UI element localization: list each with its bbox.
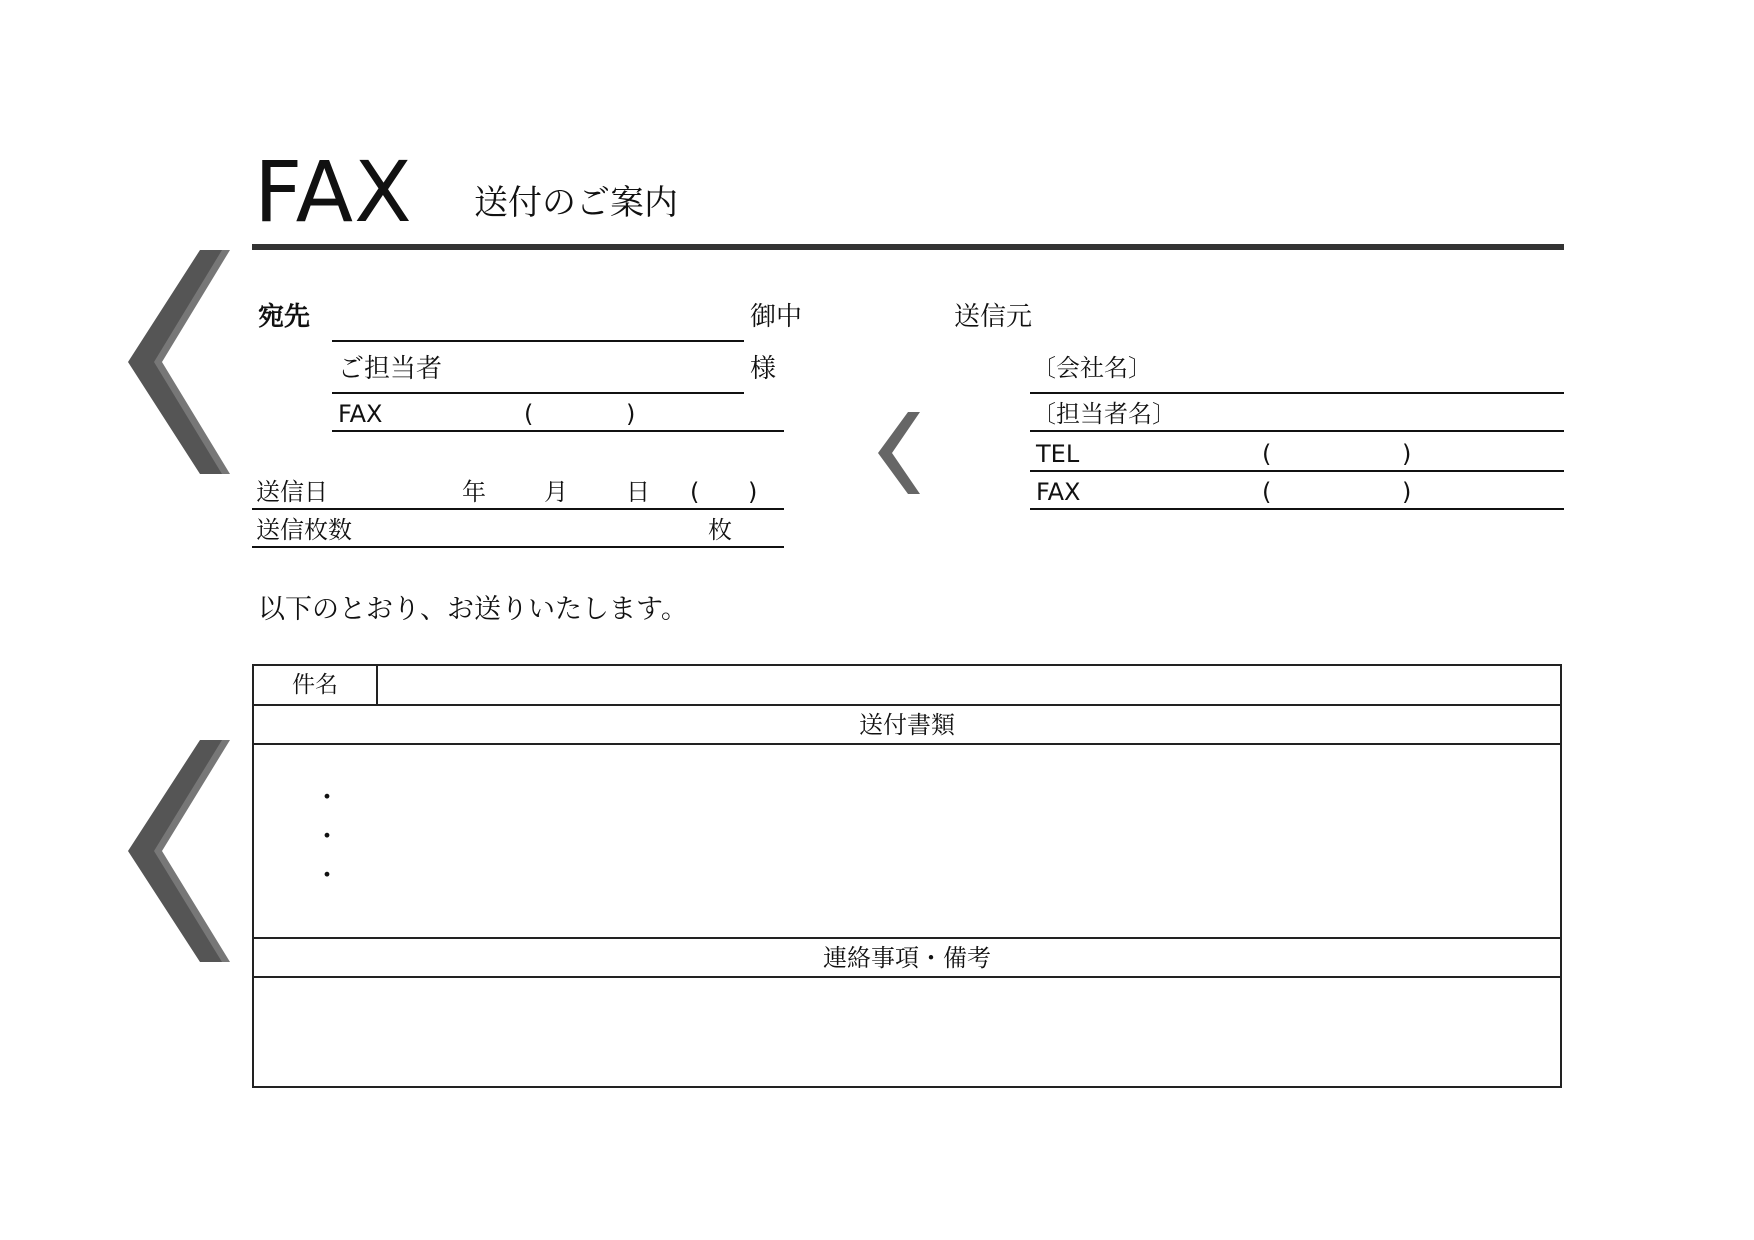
sender-company-line[interactable] [1030,392,1564,394]
pages-line[interactable] [252,546,784,548]
to-suffix: 御中 [750,302,803,332]
person-line[interactable] [332,392,744,394]
title-rule [252,244,1564,250]
sender-fax-label: FAX [1036,478,1081,506]
subject-field[interactable] [378,666,1560,704]
document-table [252,664,1562,1088]
sender-fax-line[interactable] [1030,508,1564,510]
sender-label: 送信元 [954,302,1033,332]
notes-body[interactable] [254,978,1560,1086]
to-fax-close: ) [626,400,636,428]
bullet-1: ・ [314,783,341,813]
send-date-line[interactable] [252,508,784,510]
bullet-2: ・ [314,822,341,852]
sender-tel-label: TEL [1036,440,1080,468]
dow-close: ) [748,478,758,506]
year-label: 年 [462,478,486,506]
sender-tel-line[interactable] [1030,470,1564,472]
sender-person-label: 〔担当者名〕 [1032,400,1176,428]
sender-fax-open: ( [1262,478,1272,506]
dow-open: ( [690,478,700,506]
subject-label: 件名 [292,672,338,698]
documents-header: 送付書類 [859,711,955,739]
month-label: 月 [544,478,568,506]
person-suffix: 様 [750,354,777,384]
to-label: 宛先 [258,302,311,332]
pages-label: 送信枚数 [256,516,352,544]
sender-person-line[interactable] [1030,430,1564,432]
send-date-label: 送信日 [256,478,328,506]
page-title: FAX [254,143,413,241]
day-label: 日 [626,478,650,506]
pages-unit: 枚 [708,516,732,544]
to-fax-open: ( [524,400,534,428]
documents-body[interactable] [254,745,1560,939]
person-label: ご担当者 [338,354,443,384]
sender-company-label: 〔会社名〕 [1032,354,1152,382]
subject-row [254,666,1560,706]
notes-header: 連絡事項・備考 [823,944,991,972]
chevron-left-top-icon [128,250,230,474]
notes-header-row [254,939,1560,978]
chevron-middle-icon [878,412,920,494]
to-fax-label: FAX [338,400,383,428]
chevron-left-bottom-icon [128,740,230,962]
subject-label-cell [254,666,378,704]
bullet-3: ・ [314,861,341,891]
intro-message: 以下のとおり、お送りいたします。 [258,594,688,625]
sender-tel-open: ( [1262,440,1272,468]
sender-tel-close: ) [1402,440,1412,468]
to-fax-line[interactable] [332,430,784,432]
documents-header-row [254,706,1560,745]
page-subtitle: 送付のご案内 [474,183,678,223]
to-line[interactable] [332,340,744,342]
sender-fax-close: ) [1402,478,1412,506]
